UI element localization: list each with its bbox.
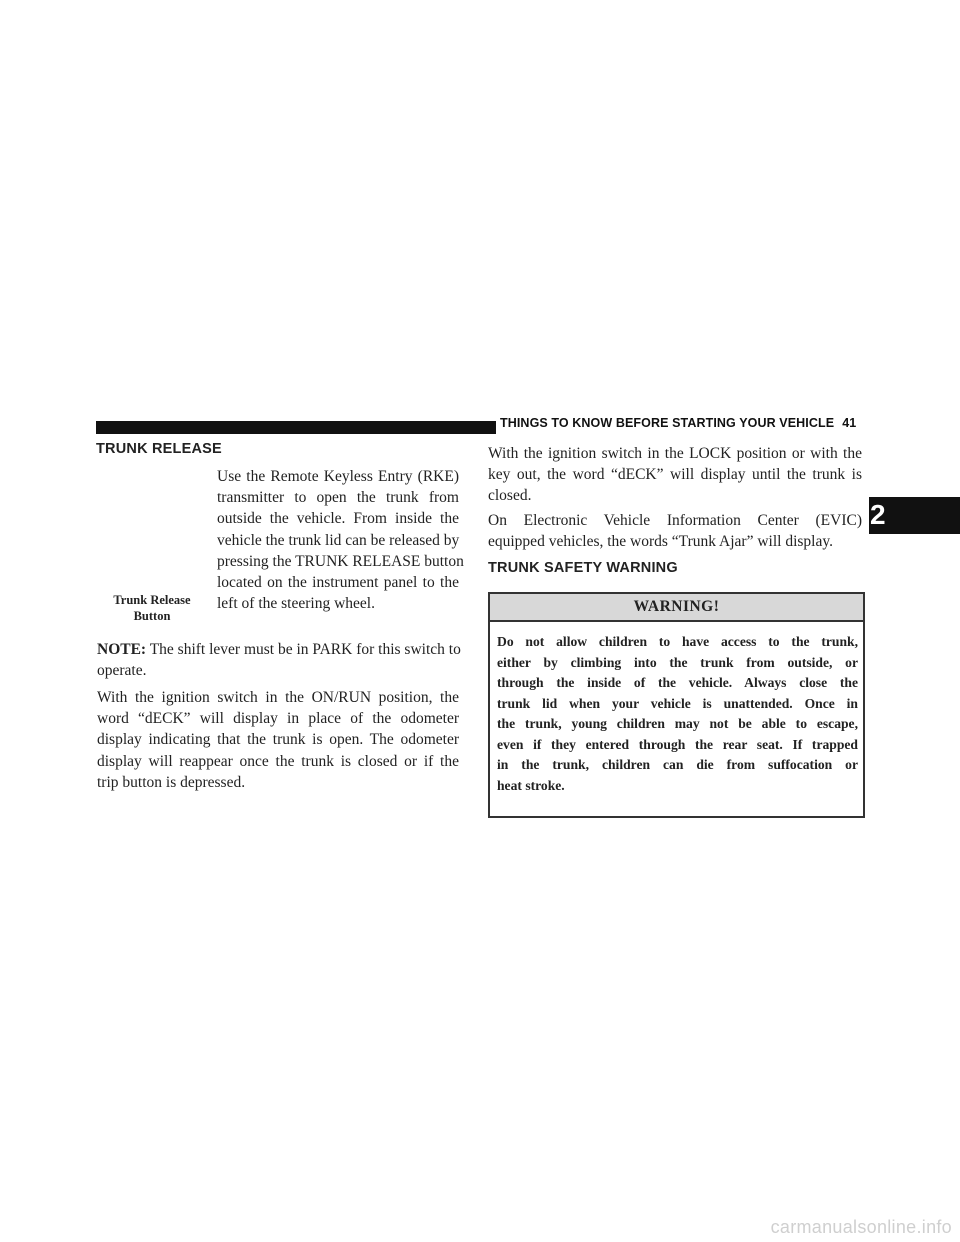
- on-run-line: display indicating that the trunk is open. The odometer: [97, 731, 459, 749]
- warning-line: even if they entered through the rear seat. If trapped: [497, 736, 858, 752]
- trunk-release-intro: [217, 466, 464, 614]
- on-run-paragraph: [97, 687, 459, 793]
- figure-caption-line: Button: [133, 609, 171, 623]
- chapter-tab-number: 2: [870, 499, 886, 530]
- warning-box: [488, 592, 865, 818]
- running-header-title: THINGS TO KNOW BEFORE STARTING YOUR VEHICLE: [500, 416, 835, 430]
- lock-line: closed.: [488, 487, 532, 505]
- section-heading-trunk-release: TRUNK RELEASE: [96, 441, 222, 457]
- intro-line: transmitter to open the trunk from: [217, 489, 459, 507]
- lock-line: key out, the word “dECK” will display until the trunk is: [488, 466, 862, 484]
- intro-line: vehicle the trunk lid can be released by: [217, 531, 460, 549]
- lock-paragraph: [488, 443, 862, 507]
- on-run-line: With the ignition switch in the ON/RUN position, the: [97, 689, 459, 706]
- warning-text: [497, 632, 858, 796]
- intro-line: pressing the TRUNK RELEASE button: [217, 552, 464, 570]
- figure-caption-line: Trunk Release: [113, 593, 191, 607]
- section-heading-trunk-safety: TRUNK SAFETY WARNING: [488, 560, 678, 576]
- lock-line: With the ignition switch in the LOCK position or with the: [488, 445, 862, 462]
- warning-line: heat stroke.: [497, 777, 565, 793]
- note-line: operate.: [97, 662, 147, 680]
- warning-line: trunk lid when your vehicle is unattended. Once in: [497, 695, 858, 711]
- note-paragraph: [97, 639, 459, 681]
- evic-line: equipped vehicles, the words “Trunk Ajar” will display.: [488, 533, 833, 551]
- intro-line: left of the steering wheel.: [217, 595, 375, 613]
- warning-line: either by climbing into the trunk from outside, or: [497, 654, 858, 670]
- note-line: [97, 639, 459, 660]
- on-run-line: display will reappear once the trunk is closed or if the: [97, 752, 459, 770]
- intro-line: located on the instrument panel to the: [217, 574, 459, 592]
- warning-line: Do not allow children to have access to the trunk,: [497, 634, 858, 649]
- warning-line: through the inside of the vehicle. Always close the: [497, 675, 858, 690]
- evic-line: On Electronic Vehicle Information Center (EVIC): [488, 512, 862, 529]
- watermark: carmanualsonline.info: [770, 1217, 952, 1237]
- note-label: NOTE:: [97, 641, 147, 658]
- on-run-line: word “dECK” will display in place of the odometer: [97, 710, 459, 728]
- intro-line: outside the vehicle. From inside the: [217, 510, 459, 528]
- warning-line: in the trunk, children can die from suffocation or: [497, 757, 858, 772]
- note-text: The shift lever must be in PARK for this switch to: [146, 641, 461, 658]
- warning-title: WARNING!: [490, 594, 863, 622]
- running-header: [500, 416, 856, 430]
- evic-paragraph: [488, 510, 862, 552]
- on-run-line: trip button is depressed.: [97, 773, 246, 791]
- figure-caption: [97, 592, 207, 624]
- warning-line: the trunk, young children may not be able to escape,: [497, 716, 858, 731]
- intro-line: Use the Remote Keyless Entry (RKE): [217, 468, 459, 485]
- page-number: 41: [842, 416, 857, 430]
- header-rule: [96, 421, 496, 434]
